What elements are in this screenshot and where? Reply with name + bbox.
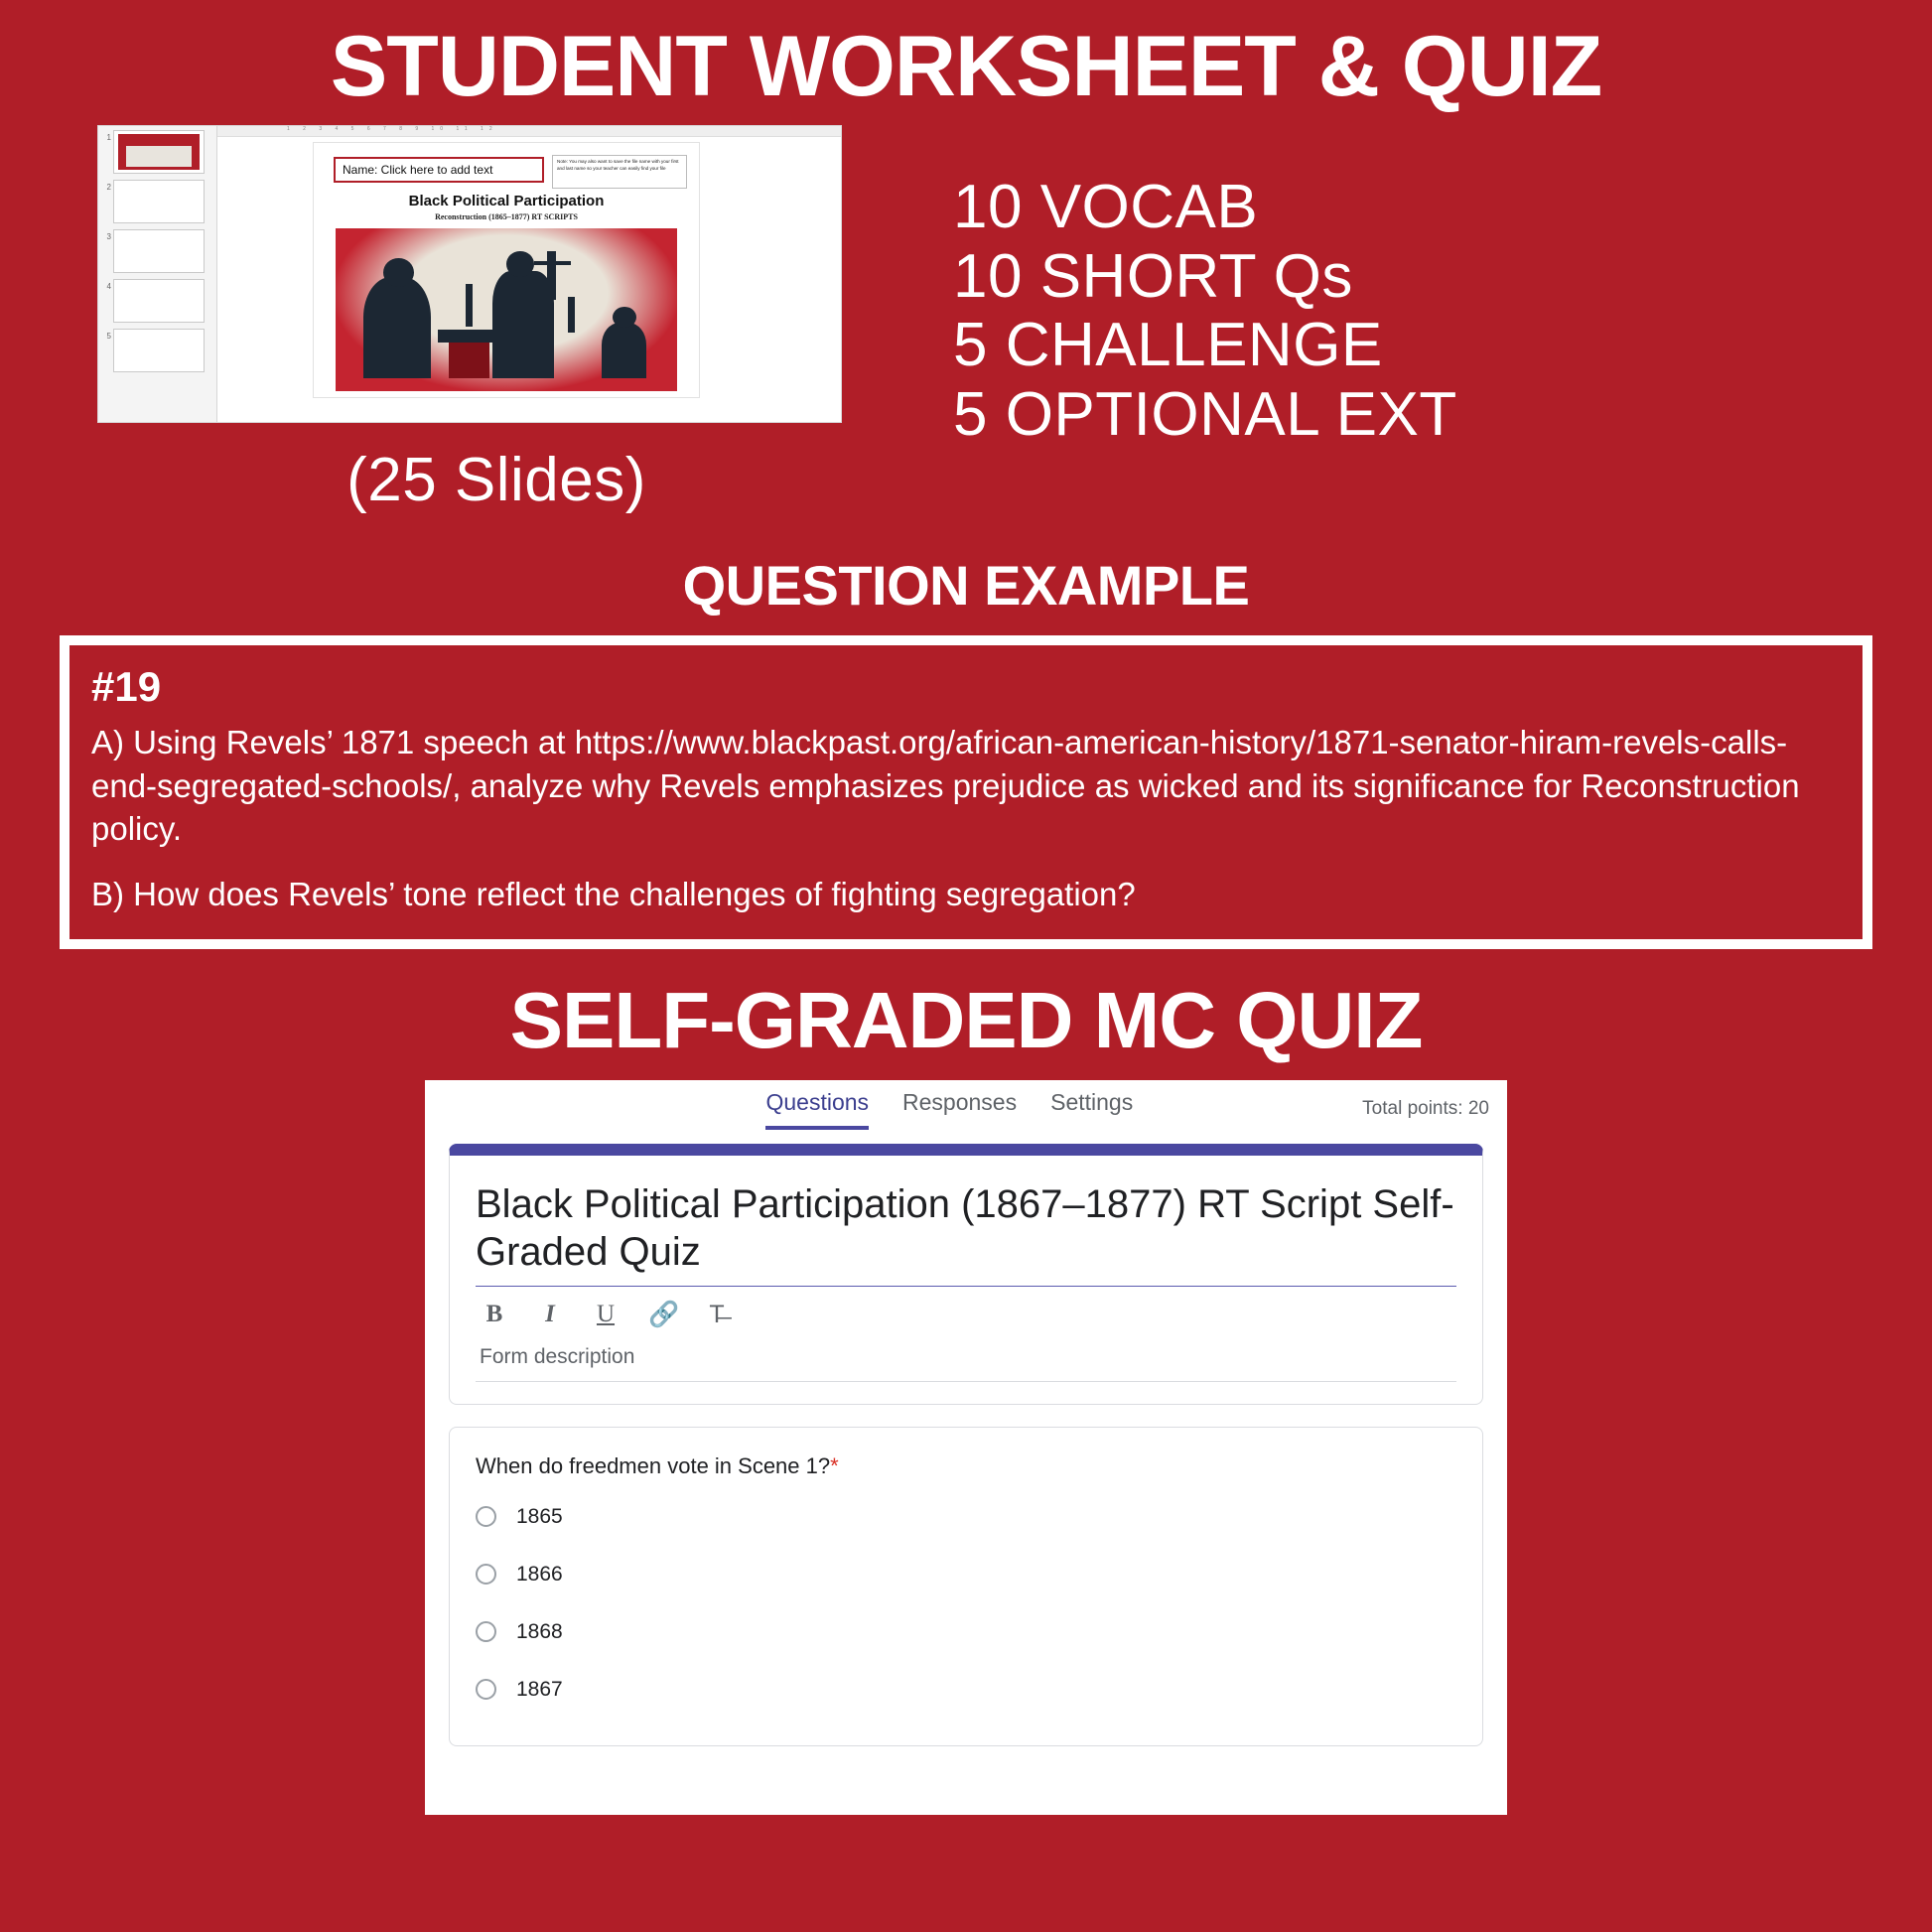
question-part-a: A) Using Revels’ 1871 speech at https://www.blackpast.org/african-american-history/1871-senator-hiram-revels-calls-end-segregated-schools/, analyze why Revels emphasizes prejudice as wicked and its significance for Reconstruction policy. [91, 724, 1800, 848]
slide-number: 5 [106, 332, 111, 342]
option-label: 1865 [516, 1504, 563, 1528]
slide-number: 2 [106, 183, 111, 193]
slide-editor-stage[interactable] [217, 126, 841, 422]
slide-thumbnail[interactable] [113, 279, 205, 323]
slide-number: 4 [106, 282, 111, 292]
slide-preview-column [60, 125, 933, 515]
list-item[interactable] [476, 1678, 1456, 1702]
ruler: 1 2 3 4 5 6 7 8 9 10 11 12 [217, 126, 841, 137]
question-number: #19 [91, 663, 162, 711]
link-icon[interactable]: 🔗 [648, 1300, 680, 1328]
quiz-heading: SELF-GRADED MC QUIZ [509, 976, 1423, 1065]
list-item[interactable] [476, 1620, 1456, 1644]
list-item[interactable] [101, 229, 213, 273]
question-example-heading: QUESTION EXAMPLE [682, 554, 1250, 618]
radio-icon[interactable] [476, 1506, 496, 1527]
slide-number: 1 [106, 133, 111, 143]
underline-icon[interactable]: U [596, 1301, 616, 1328]
slide-number: 3 [106, 232, 111, 242]
option-label: 1868 [516, 1619, 563, 1643]
stats-column [933, 125, 1872, 449]
upper-section [0, 111, 1932, 515]
form-header-card[interactable] [449, 1144, 1483, 1404]
slides-app-window [97, 125, 842, 423]
stat-challenge: 5 CHALLENGE [953, 311, 1383, 380]
form-description-input[interactable]: Form description [476, 1339, 1456, 1382]
slide-thumbnail[interactable] [113, 130, 205, 174]
tab-responses[interactable]: Responses [902, 1088, 1018, 1115]
list-item[interactable] [101, 180, 213, 223]
tab-settings[interactable]: Settings [1050, 1088, 1134, 1115]
slide-thumbnail[interactable] [113, 229, 205, 273]
note-textbox: Note: You may also want to save the file name with your first and last name so your teacher can easily find your file [552, 155, 687, 189]
list-item[interactable] [476, 1505, 1456, 1529]
question-text [476, 1453, 1456, 1479]
page-title: STUDENT WORKSHEET & QUIZ [330, 19, 1602, 114]
slide-thumbnail[interactable] [113, 329, 205, 372]
option-label: 1867 [516, 1677, 563, 1701]
slide-title: Black Political Participation [408, 193, 605, 210]
google-forms-window [425, 1080, 1507, 1815]
list-item[interactable] [101, 329, 213, 372]
list-item[interactable] [101, 279, 213, 323]
slide-thumbnail[interactable] [113, 180, 205, 223]
list-item[interactable] [476, 1563, 1456, 1587]
name-field[interactable]: Name: Click here to add text [334, 157, 544, 183]
slides-count-label: (25 Slides) [346, 446, 646, 515]
list-item[interactable] [101, 130, 213, 174]
required-asterisk: * [830, 1452, 839, 1478]
radio-icon[interactable] [476, 1621, 496, 1642]
forms-tab-bar [425, 1080, 1507, 1138]
question-part-b: B) How does Revels’ tone reflect the challenges of fighting segregation? [91, 875, 1136, 912]
stat-short-questions: 10 SHORT Qs [953, 241, 1353, 311]
radio-icon[interactable] [476, 1679, 496, 1700]
question-example-card [60, 635, 1872, 949]
question-text-label: When do freedmen vote in Scene 1? [476, 1452, 831, 1478]
slide-canvas[interactable] [313, 142, 700, 398]
total-points-label: Total points: 20 [1362, 1098, 1489, 1120]
rich-text-toolbar[interactable] [476, 1287, 1456, 1339]
italic-icon[interactable]: I [545, 1301, 555, 1328]
form-title-input[interactable]: Black Political Participation (1867–1877) RT Script Self-Graded Quiz [476, 1181, 1456, 1286]
stat-optional-extension: 5 OPTIONAL EXT [953, 379, 1457, 449]
stat-vocab: 10 VOCAB [953, 173, 1259, 242]
option-label: 1866 [516, 1562, 563, 1586]
slide-subtitle: Reconstruction (1865–1877) RT SCRIPTS [435, 212, 578, 222]
slide-thumbnail-rail[interactable] [98, 126, 217, 422]
question-card[interactable] [449, 1427, 1483, 1746]
clear-formatting-icon[interactable]: T̶ [709, 1300, 725, 1328]
radio-icon[interactable] [476, 1564, 496, 1585]
slide-illustration [336, 228, 677, 391]
tab-questions[interactable]: Questions [765, 1089, 869, 1130]
bold-icon[interactable]: B [485, 1301, 503, 1328]
